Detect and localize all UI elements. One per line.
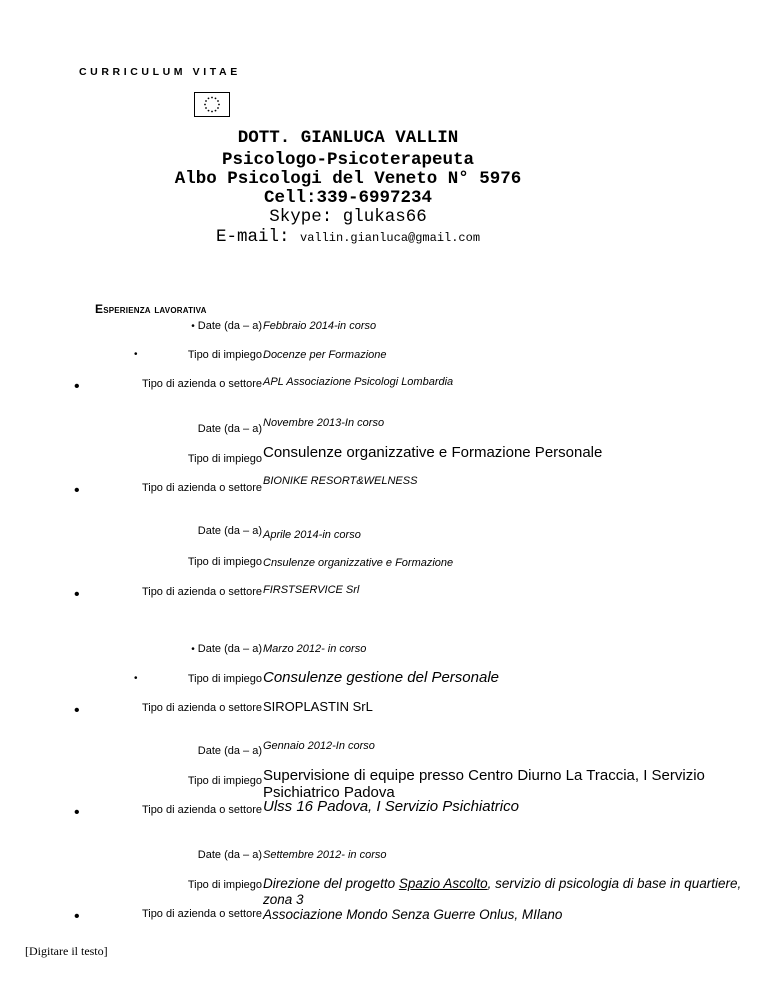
bullet-icon: • [191,321,195,332]
bullet-icon: • [74,378,80,395]
email-label: E-mail: [215,227,290,247]
bullet-icon: • [74,908,80,925]
header-skype: Skype: glukas66 [269,207,427,227]
header-registry: Albo Psicologi del Veneto N° 5976 [174,169,522,189]
footer-placeholder[interactable]: [Digitare il testo] [25,944,108,958]
entry-6-company-label: Tipo di azienda o settore [141,908,262,920]
bullet-icon: • [74,702,80,719]
entry-5-job: Supervisione di equipe presso Centro Diurno La Traccia, I Servizio Psichiatrico Padova [263,767,705,801]
entry-2-company: BIONIKE RESORT&WELNESS [263,475,418,487]
entry-3-job: Cnsulenze organizzative e Formazione [263,557,454,569]
entry-1-company-label: Tipo di azienda o settore [141,378,262,390]
entry-5-company-label: Tipo di azienda o settore [141,804,262,816]
cv-title: CURRICULUM VITAE [79,66,241,78]
bullet-icon: • [191,644,195,655]
entry-5-company: Ulss 16 Padova, I Servizio Psichiatrico [263,798,519,815]
entry-1-date-label: • Date (da – a) [191,320,262,332]
entry-4-job: Consulenze gestione del Personale [263,669,499,686]
entry-6-date-label: Date (da – a) [197,849,262,861]
email-value[interactable]: vallin.gianluca@gmail.com [300,231,481,245]
entry-4-company-label: Tipo di azienda o settore [141,702,262,714]
entry-6-job: Direzione del progetto Spazio Ascolto, servizio di psicologia di base in quartiere, zona 3 [263,876,742,907]
bullet-icon: • [74,804,80,821]
entry-3-date-label: Date (da – a) [197,525,262,537]
entry-5-date: Gennaio 2012-In corso [263,740,375,752]
entry-4-job-label: Tipo di impiego [187,673,262,685]
eu-flag-icon [194,92,230,117]
entry-1-job-label: Tipo di impiego [187,349,262,361]
entry-4-date-label: • Date (da – a) [191,643,262,655]
header-name: DOTT. GIANLUCA VALLIN [237,128,459,148]
bullet-icon: • [74,482,80,499]
entry-3-company-label: Tipo di azienda o settore [141,586,262,598]
entry-2-date: Novembre 2013-In corso [263,417,385,429]
entry-1-company: APL Associazione Psicologi Lombardia [263,376,454,388]
entry-2-job-label: Tipo di impiego [187,453,262,465]
entry-3-company: FIRSTSERVICE Srl [263,584,360,596]
entry-4-date: Marzo 2012- in corso [263,643,367,655]
bullet-icon: • [134,673,138,684]
entry-1-job: Docenze per Formazione [263,349,387,361]
entry-5-job-label: Tipo di impiego [187,775,262,787]
section-title: Esperienza lavorativa [95,302,207,316]
header-email [0,227,696,247]
header-profession: Psicologo-Psicoterapeuta [221,150,475,170]
entry-2-company-label: Tipo di azienda o settore [141,482,262,494]
entry-3-date: Aprile 2014-in corso [263,529,361,541]
bullet-icon: • [134,349,138,360]
entry-1-date: Febbraio 2014-in corso [263,320,377,332]
spazio-ascolto-link[interactable]: Spazio Ascolto [398,876,488,891]
entry-4-company: SIROPLASTIN SrL [263,699,373,714]
entry-6-company: Associazione Mondo Senza Guerre Onlus, MIlano [263,907,563,922]
entry-3-job-label: Tipo di impiego [187,556,262,568]
header-cell: Cell:339-6997234 [263,188,433,208]
entry-6-date: Settembre 2012- in corso [263,849,387,861]
entry-2-date-label: Date (da – a) [197,423,262,435]
bullet-icon: • [74,586,80,603]
entry-6-job-label: Tipo di impiego [187,879,262,891]
entry-5-date-label: Date (da – a) [197,745,262,757]
entry-2-job: Consulenze organizzative e Formazione Personale [263,444,603,461]
